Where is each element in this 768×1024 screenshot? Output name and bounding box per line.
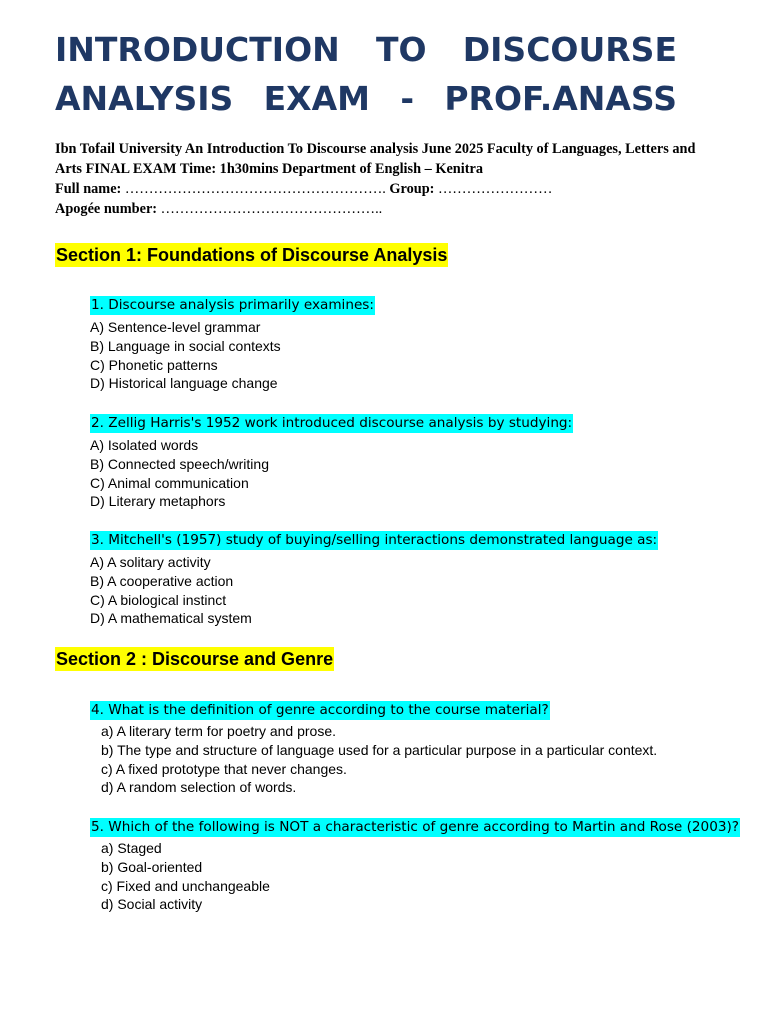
option: d) Social activity (101, 896, 203, 913)
title-word: EXAM (263, 79, 370, 118)
option: c) Fixed and unchangeable (101, 877, 270, 894)
apogee-label: Apogée number: (55, 201, 158, 217)
apogee-line (55, 199, 695, 219)
title-word: - (400, 79, 415, 118)
group-blank: …………………… (434, 181, 553, 197)
apogee-blank: ……………………………………….. (157, 201, 383, 217)
option: B) Language in social contexts (90, 337, 281, 354)
option: a) A literary term for poetry and prose. (101, 723, 336, 739)
header-line-1: Ibn Tofail University An Introduction To Discourse analysis June 2025 Faculty of Languages, Letters and (55, 141, 696, 157)
option: c) A fixed prototype that never changes. (101, 760, 347, 777)
question-text: 3. Mitchell's (1957) study of buying/selling interactions demonstrated language as: (91, 532, 658, 548)
title-word: DISCOURSE (462, 30, 677, 69)
header-line-2: Arts FINAL EXAM Time: 1h30mins Department of English – Kenitra (55, 161, 483, 177)
question-options (90, 318, 281, 393)
option: B) A cooperative action (90, 572, 234, 589)
option: D) A mathematical system (90, 610, 252, 627)
title-word: INTRODUCTION (55, 30, 340, 69)
question-text: 5. Which of the following is NOT a characteristic of genre according to Martin and Rose (2003)? (91, 819, 740, 835)
option: A) Isolated words (90, 437, 199, 453)
question-options (90, 436, 269, 511)
option: C) A biological instinct (90, 591, 227, 608)
option: A) A solitary activity (90, 554, 211, 570)
option: b) Goal-oriented (101, 858, 203, 875)
option: d) A random selection of words. (101, 779, 297, 796)
question-options (101, 839, 270, 914)
section-heading: Section 2 : Discourse and Genre (56, 649, 334, 669)
title-word: PROF.ANASS (444, 79, 677, 118)
question-text: 2. Zellig Harris's 1952 work introduced discourse analysis by studying: (91, 415, 573, 431)
option: A) Sentence-level grammar (90, 319, 261, 335)
question-options (101, 722, 657, 797)
title-word: TO (375, 30, 427, 69)
title-line-1 (55, 25, 677, 75)
title-word: ANALYSIS (55, 79, 234, 118)
group-label: Group: (389, 181, 435, 197)
exam-header (55, 139, 695, 219)
title-line-2 (55, 74, 677, 124)
question-text: 1. Discourse analysis primarily examines: (91, 297, 374, 313)
section-heading: Section 1: Foundations of Discourse Analysis (56, 245, 448, 265)
full-name-line (55, 179, 695, 199)
question-options (90, 553, 252, 628)
option: C) Phonetic patterns (90, 356, 218, 373)
option: D) Literary metaphors (90, 493, 226, 510)
option: b) The type and structure of language used for a particular purpose in a particular context. (101, 741, 658, 758)
option: D) Historical language change (90, 375, 278, 392)
question-text: 4. What is the definition of genre according to the course material? (91, 702, 549, 718)
full-name-blank: ………………………………………………. (121, 181, 390, 197)
option: C) Animal communication (90, 474, 249, 491)
full-name-label: Full name: (55, 181, 122, 197)
option: a) Staged (101, 840, 162, 856)
option: B) Connected speech/writing (90, 455, 269, 472)
